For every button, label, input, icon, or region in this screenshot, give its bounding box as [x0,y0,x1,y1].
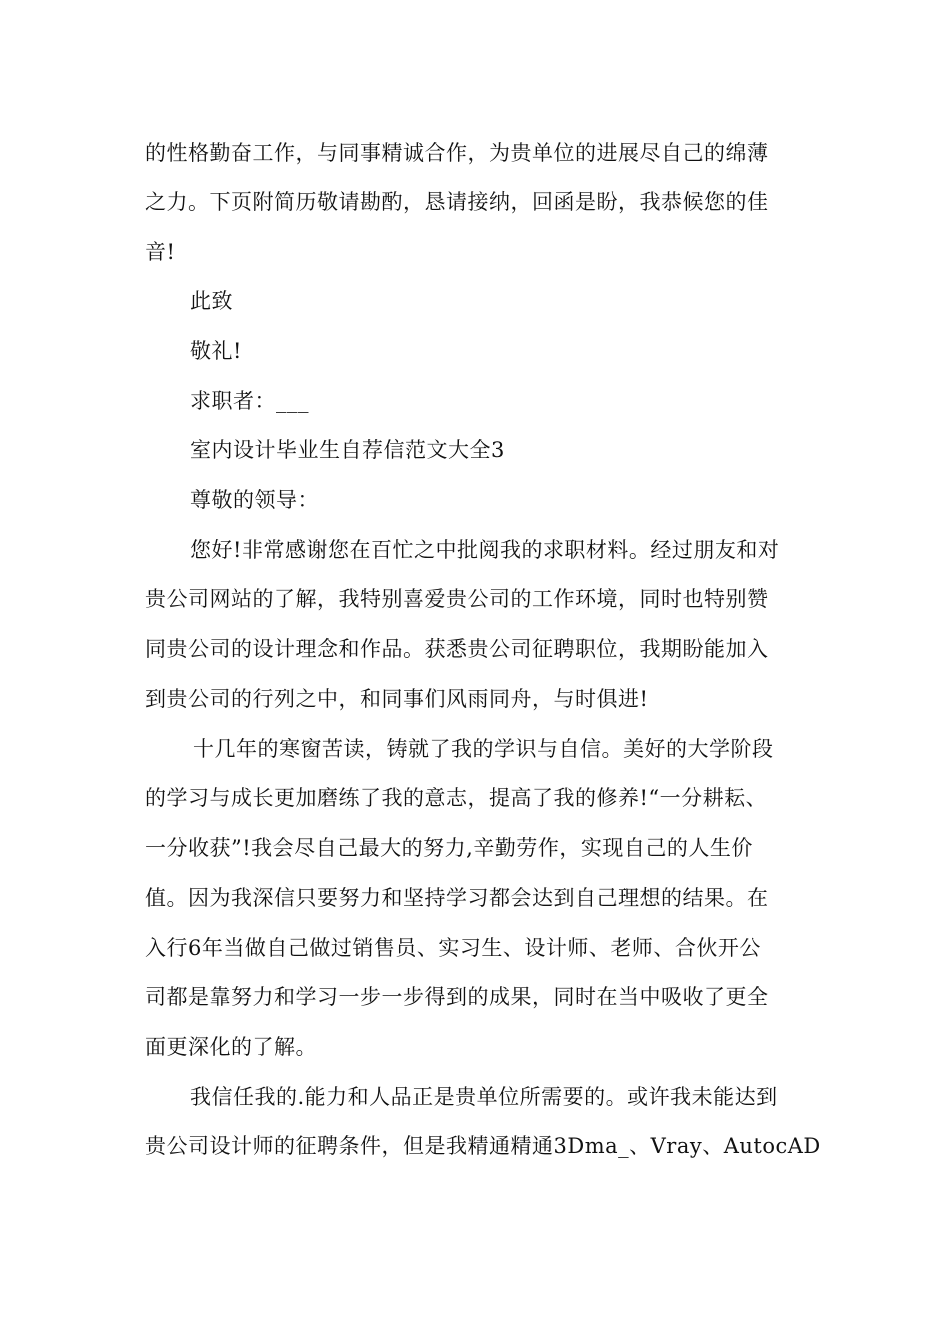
text-line: 司都是靠努力和学习一步一步得到的成果，同时在当中吸收了更全 [145,985,769,1009]
text-line: 之力。下页附简历敬请勘酌，恳请接纳，回函是盼，我恭候您的佳 [145,190,769,214]
text-line: 十几年的寒窗苦读，铸就了我的学识与自信。美好的大学阶段 [193,737,774,761]
text-line: 音! [145,240,176,264]
greeting: 尊敬的领导： [190,488,319,512]
text-line: 一分收获”!我会尽自己最大的努力,辛勤劳作，实现自己的人生价 [145,836,753,860]
closing-salutation: 此致 [190,289,233,313]
applicant-signature: 求职者：___ [190,389,309,413]
text-line: 的学习与成长更加磨练了我的意志，提高了我的修养!“一分耕耘、 [145,786,768,810]
text-line: 的性格勤奋工作，与同事精诚合作，为贵单位的进展尽自己的绵薄 [145,141,769,165]
text-line: 我信任我的.能力和人品正是贵单位所需要的。或许我未能达到 [190,1085,778,1109]
section-title: 室内设计毕业生自荐信范文大全3 [190,438,505,462]
text-line: 面更深化的了解。 [145,1035,317,1059]
text-line: 值。因为我深信只要努力和坚持学习都会达到自己理想的结果。在 [145,886,769,910]
text-line: 贵公司设计师的征聘条件，但是我精通精通3Dma_、Vray、AutocAD [145,1134,821,1158]
text-line: 贵公司网站的了解，我特别喜爱贵公司的工作环境，同时也特别赞 [145,587,769,611]
text-line: 到贵公司的行列之中，和同事们风雨同舟，与时俱进! [145,687,649,711]
text-line: 入行6年当做自己做过销售员、实习生、设计师、老师、合伙开公 [145,936,761,960]
text-line: 同贵公司的设计理念和作品。获悉贵公司征聘职位，我期盼能加入 [145,637,769,661]
text-line: 您好!非常感谢您在百忙之中批阅我的求职材料。经过朋友和对 [190,538,780,562]
closing-regards: 敬礼! [190,339,242,363]
